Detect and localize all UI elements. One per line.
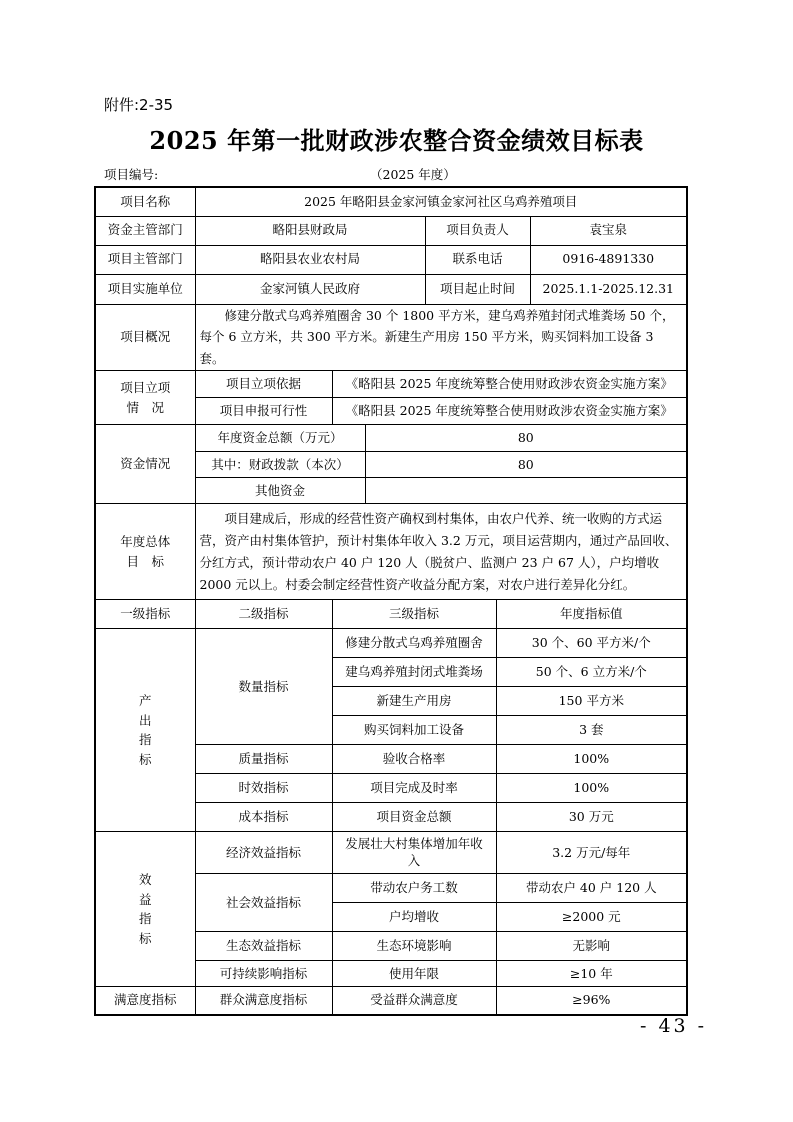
goal-text: 项目建成后，形成的经营性资产确权到村集体，由农户代养、统一收购的方式运营，资产由村集体管护，预计村集体年收入 3.2 万元，项目运营期内，通过产品回收、分红方式，预计带动农户 40 户 120 人（脱贫户、监测户 23 户 67 人），户均增收 2000 元以上。村委会制定经营性资产收益分配方案，对农户进行差异化分红。	[195, 504, 687, 600]
feasibility-value: 《略阳县 2025 年度统筹整合使用财政涉农资金实施方案》	[332, 398, 687, 425]
header-value: 年度指标值	[496, 600, 687, 629]
row-basis	[95, 371, 687, 398]
economic-name: 发展壮大村集体增加年收 入	[332, 832, 496, 874]
social-label: 社会效益指标	[195, 874, 332, 932]
quantity-value: 150 平方米	[496, 687, 687, 716]
quantity-value: 3 套	[496, 716, 687, 745]
cost-name: 项目资金总额	[332, 803, 496, 832]
economic-value: 3.2 万元/每年	[496, 832, 687, 874]
row-indicator-headers	[95, 600, 687, 629]
social-name: 带动农户务工数	[332, 874, 496, 903]
phone-value: 0916-4891330	[530, 245, 687, 274]
eco-name: 生态环境影响	[332, 932, 496, 961]
project-name-value: 2025 年略阳县金家河镇金家河社区乌鸡养殖项目	[195, 187, 687, 216]
output-indicator-label: 产 出 指 标	[95, 629, 195, 832]
total-value: 80	[365, 425, 687, 452]
feasibility-label: 项目申报可行性	[195, 398, 332, 425]
row-proj-dept	[95, 245, 687, 274]
total-label: 年度资金总额（万元）	[195, 425, 365, 452]
satisfaction-name: 受益群众满意度	[332, 987, 496, 1015]
proj-dept-label: 项目主管部门	[95, 245, 195, 274]
fund-dept-value: 略阳县财政局	[195, 216, 425, 245]
header-level2: 二级指标	[195, 600, 332, 629]
time-name: 项目完成及时率	[332, 774, 496, 803]
quantity-value: 30 个、60 平方米/个	[496, 629, 687, 658]
satisfaction-value: ≥96%	[496, 987, 687, 1015]
attachment-label: 附件:2-35	[104, 96, 174, 114]
satisfaction-label: 满意度指标	[95, 987, 195, 1015]
fund-dept-label: 资金主管部门	[95, 216, 195, 245]
quantity-name: 新建生产用房	[332, 687, 496, 716]
sustain-value: ≥10 年	[496, 961, 687, 987]
goal-label: 年度总体 目 标	[95, 504, 195, 600]
phone-label: 联系电话	[425, 245, 530, 274]
quantity-name: 购买饲料加工设备	[332, 716, 496, 745]
other-label: 其他资金	[195, 478, 365, 504]
social-value: ≥2000 元	[496, 903, 687, 932]
row-fund-dept	[95, 216, 687, 245]
leader-value: 袁宝泉	[530, 216, 687, 245]
funds-label: 资金情况	[95, 425, 195, 504]
overview-text: 修建分散式乌鸡养殖圈舍 30 个 1800 平方米，建乌鸡养殖封闭式堆粪场 50 个，每个 6 立方米，共 300 平方米。新建生产用房 150 平方米，购买饲料加工设备 3 套。	[195, 304, 687, 371]
sustain-label: 可持续影响指标	[195, 961, 332, 987]
cost-value: 30 万元	[496, 803, 687, 832]
period-label: 项目起止时间	[425, 274, 530, 304]
project-name-label: 项目名称	[95, 187, 195, 216]
economic-label: 经济效益指标	[195, 832, 332, 874]
quantity-label: 数量指标	[195, 629, 332, 745]
header-level1: 一级指标	[95, 600, 195, 629]
quantity-name: 修建分散式乌鸡养殖圈舍	[332, 629, 496, 658]
time-label: 时效指标	[195, 774, 332, 803]
approval-label: 项目立项 情 况	[95, 371, 195, 425]
fiscal-label: 其中：财政拨款（本次）	[195, 452, 365, 478]
sustain-name: 使用年限	[332, 961, 496, 987]
leader-label: 项目负责人	[425, 216, 530, 245]
time-value: 100%	[496, 774, 687, 803]
quality-value: 100%	[496, 745, 687, 774]
row-goal	[95, 504, 687, 600]
performance-target-table	[94, 186, 688, 1016]
quantity-name: 建乌鸡养殖封闭式堆粪场	[332, 658, 496, 687]
social-name: 户均增收	[332, 903, 496, 932]
benefit-indicator-label: 效 益 指 标	[95, 832, 195, 987]
row-total-funds	[95, 425, 687, 452]
row-overview	[95, 304, 687, 371]
quality-name: 验收合格率	[332, 745, 496, 774]
row-benefit-economic	[95, 832, 687, 874]
satisfaction-level2: 群众满意度指标	[195, 987, 332, 1015]
page-title: 2025 年第一批财政涉农整合资金绩效目标表	[149, 126, 644, 155]
row-satisfaction	[95, 987, 687, 1015]
impl-unit-value: 金家河镇人民政府	[195, 274, 425, 304]
cost-label: 成本指标	[195, 803, 332, 832]
row-output-q1	[95, 629, 687, 658]
basis-label: 项目立项依据	[195, 371, 332, 398]
quality-label: 质量指标	[195, 745, 332, 774]
basis-value: 《略阳县 2025 年度统筹整合使用财政涉农资金实施方案》	[332, 371, 687, 398]
impl-unit-label: 项目实施单位	[95, 274, 195, 304]
page-number: - 43 -	[640, 1015, 708, 1037]
year-note: （2025 年度）	[370, 167, 456, 182]
other-value	[365, 478, 687, 504]
eco-value: 无影响	[496, 932, 687, 961]
fiscal-value: 80	[365, 452, 687, 478]
social-value: 带动农户 40 户 120 人	[496, 874, 687, 903]
row-impl-unit	[95, 274, 687, 304]
quantity-value: 50 个、6 立方米/个	[496, 658, 687, 687]
row-project-name	[95, 187, 687, 216]
eco-label: 生态效益指标	[195, 932, 332, 961]
period-value: 2025.1.1-2025.12.31	[530, 274, 687, 304]
proj-dept-value: 略阳县农业农村局	[195, 245, 425, 274]
header-level3: 三级指标	[332, 600, 496, 629]
project-number-label: 项目编号:	[104, 167, 159, 182]
overview-label: 项目概况	[95, 304, 195, 371]
